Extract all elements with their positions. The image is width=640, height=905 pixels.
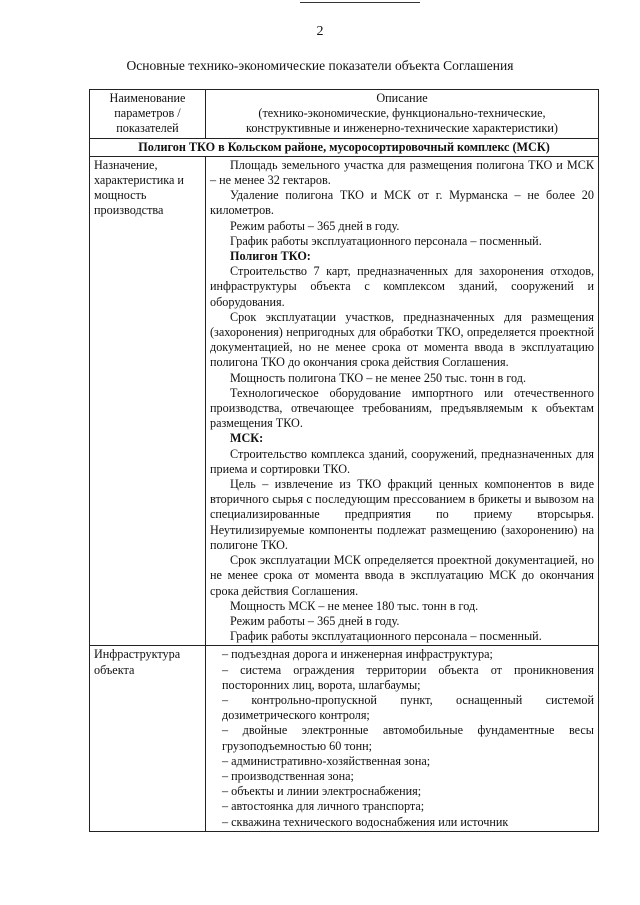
page-number: 2 xyxy=(316,24,324,39)
list-item: – производственная зона; xyxy=(222,768,354,783)
page-title: Основные технико-экономические показатели объекта Соглашения xyxy=(126,58,514,73)
list-item: – система ограждения территории объекта от проникновения посторонних лиц, ворота, шлагбаумы; xyxy=(222,662,594,692)
list-item: – двойные электронные автомобильные фундаментные весы грузоподъемностью 60 тонн; xyxy=(222,723,594,753)
paragraph: Площадь земельного участка для размещения полигона ТКО и МСК – не менее 32 гектаров. xyxy=(210,157,594,188)
list-item: – административно-хозяйственная зона; xyxy=(222,753,431,768)
section-title: Полигон ТКО в Кольском районе, мусоросортировочный комплекс (МСК) xyxy=(90,138,599,156)
top-rule xyxy=(300,2,420,3)
row-label-infrastructure: Инфраструктура объекта xyxy=(90,646,206,831)
paragraph: Цель – извлечение из ТКО фракций ценных компонентов в виде вторичного сырья с последующим прессованием в брикеты и вывозом на специализированные предприятия по приему вторсырья. Неутилизируемые компоненты подлежат размещению (захоронению) на полигоне ТКО. xyxy=(210,477,594,552)
header-description-line2: (технико-экономические, функционально-технические, xyxy=(258,106,546,121)
table-header-row xyxy=(90,90,599,139)
paragraph: Режим работы – 365 дней в году. xyxy=(230,218,400,233)
row-description-infrastructure xyxy=(206,646,599,831)
paragraph: График работы эксплуатационного персонала – посменный. xyxy=(230,629,542,644)
paragraph: Строительство комплекса зданий, сооружений, предназначенных для приема и сортировки ТКО. xyxy=(210,446,594,476)
table-row xyxy=(90,646,599,831)
header-parameters: Наименование параметров / показателей xyxy=(90,90,206,139)
paragraph: Технологическое оборудование импортного или отечественного производства, отвечающее требованиям, предъявляемым к объектам размещения ТКО. xyxy=(210,385,594,431)
header-description xyxy=(206,90,599,139)
paragraph: Мощность МСК – не менее 180 тыс. тонн в год. xyxy=(230,598,479,613)
paragraph: Срок эксплуатации МСК определяется проектной документацией, но не менее срока от момента ввода в эксплуатацию МСК до окончания срока действия Соглашения. xyxy=(210,553,594,598)
subheading-landfill: Полигон ТКО: xyxy=(230,249,311,264)
subheading-msk: МСК: xyxy=(230,431,264,446)
row-description-purpose xyxy=(206,156,599,646)
list-item: – подъездная дорога и инженерная инфраструктура; xyxy=(222,647,493,662)
header-description-line3: конструктивные и инженерно-технические характеристики) xyxy=(246,121,558,136)
paragraph: Срок эксплуатации участков, предназначенных для размещения (захоронения) непригодных для обработки ТКО, определяется проектной документацией, но не менее срока от момента ввода в эксплуатацию полигона ТКО до окончания срока действия Соглашения. xyxy=(210,309,594,370)
paragraph: Режим работы – 365 дней в году. xyxy=(230,613,400,628)
section-row xyxy=(90,138,599,156)
list-item: – объекты и линии электроснабжения; xyxy=(222,784,422,799)
row-label-purpose: Назначение, характеристика и мощность производства xyxy=(90,156,206,646)
list-item: – автостоянка для личного транспорта; xyxy=(222,799,425,814)
table-row xyxy=(90,156,599,646)
list-item: – скважина технического водоснабжения или источник xyxy=(222,814,509,829)
paragraph: График работы эксплуатационного персонала – посменный. xyxy=(230,233,542,248)
paragraph: Строительство 7 карт, предназначенных для захоронения отходов, инфраструктуры объекта с комплексом зданий, сооружений и оборудования. xyxy=(210,264,594,309)
header-description-line1: Описание xyxy=(376,91,428,105)
indicators-table xyxy=(89,89,599,832)
list-item: – контрольно-пропускной пункт, оснащенный системой дозиметрического контроля; xyxy=(222,692,594,723)
paragraph: Мощность полигона ТКО – не менее 250 тыс. тонн в год. xyxy=(230,370,527,385)
paragraph: Удаление полигона ТКО и МСК от г. Мурманска – не более 20 километров. xyxy=(210,188,594,218)
